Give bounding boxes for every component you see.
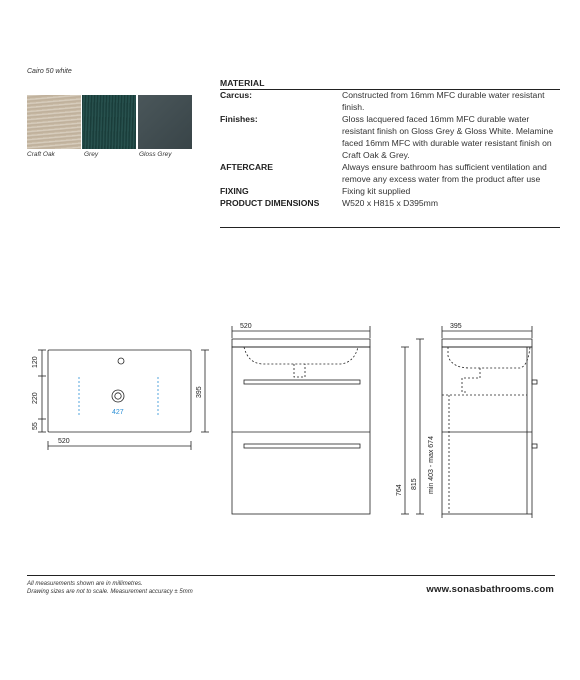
top-dim-120: 120 bbox=[32, 356, 39, 368]
front-dim-764: 764 bbox=[396, 484, 403, 496]
finishes-line: Gloss lacquered faced 16mm MFC durable water bbox=[342, 114, 530, 124]
footnote-units: All measurements shown are in millimetres. bbox=[27, 581, 143, 587]
top-view-drawing bbox=[38, 350, 209, 450]
finishes-line: resistant finish on Gloss Grey & Gloss White. Melamine bbox=[342, 126, 554, 136]
side-view-drawing bbox=[442, 326, 537, 518]
carcus-label: Carcus: bbox=[220, 90, 252, 100]
swatch-label-grey: Grey bbox=[84, 151, 99, 158]
top-dim-520: 520 bbox=[58, 438, 70, 445]
fixing-value: Fixing kit supplied bbox=[342, 186, 411, 196]
carcus-line: finish. bbox=[342, 102, 365, 112]
finishes-line: faced 16mm MFC with durable water resistant finish on bbox=[342, 138, 552, 148]
material-heading: MATERIAL bbox=[220, 78, 265, 88]
front-dim-520: 520 bbox=[240, 323, 252, 330]
side-dim-range: min 403 - max 674 bbox=[428, 436, 435, 494]
website-link[interactable]: www.sonasbathrooms.com bbox=[426, 584, 554, 595]
product-name: Cairo 50 white bbox=[27, 68, 72, 75]
front-dim-815: 815 bbox=[411, 478, 418, 490]
dimensions-value: W520 x H815 x D395mm bbox=[342, 198, 438, 208]
top-dim-55: 55 bbox=[32, 422, 39, 430]
top-dim-220: 220 bbox=[32, 392, 39, 404]
aftercare-label: AFTERCARE bbox=[220, 162, 273, 172]
finishes-line: Craft Oak & Grey. bbox=[342, 150, 410, 160]
dimensions-label: PRODUCT DIMENSIONS bbox=[220, 198, 320, 208]
swatch-label-craft-oak: Craft Oak bbox=[27, 151, 55, 158]
footnote-accuracy: Drawing sizes are not to scale. Measurement accuracy ± 5mm bbox=[27, 589, 193, 595]
top-dim-395: 395 bbox=[196, 386, 203, 398]
aftercare-line: remove any excess water from the product after use bbox=[342, 174, 541, 184]
side-dim-395: 395 bbox=[450, 323, 462, 330]
top-dim-427: 427 bbox=[112, 409, 124, 416]
swatch-label-gloss-grey: Gloss Grey bbox=[139, 151, 172, 158]
finishes-label: Finishes: bbox=[220, 114, 258, 124]
carcus-line: Constructed from 16mm MFC durable water resistant bbox=[342, 90, 545, 100]
footer-rule bbox=[27, 575, 555, 576]
fixing-label: FIXING bbox=[220, 186, 249, 196]
aftercare-line: Always ensure bathroom has sufficient ventilation and bbox=[342, 162, 547, 172]
